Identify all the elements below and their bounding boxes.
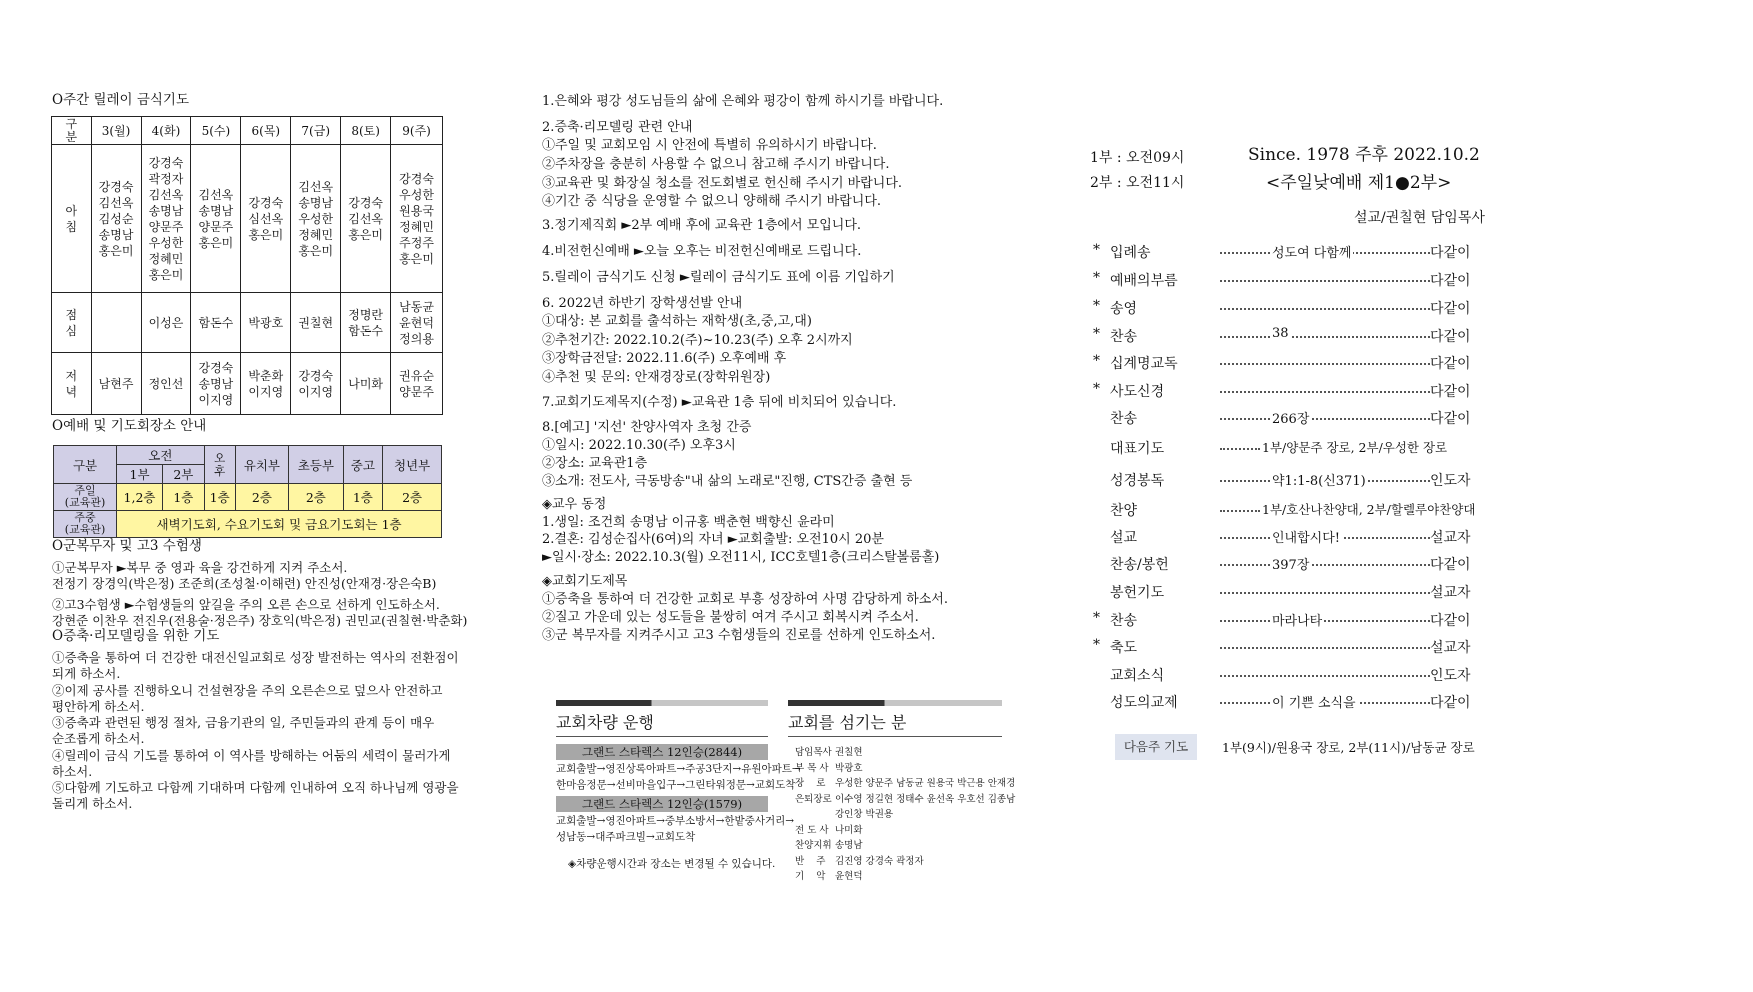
remodel-prayer-title: O증축·리모델링을 위한 기도: [52, 628, 220, 644]
venue-row-weekday: [54, 511, 442, 538]
order-item-name: 축도: [1110, 640, 1138, 656]
server-role: 찬양지휘: [795, 840, 832, 851]
announcement-line: ①증축을 통하여 더 건강한 교회로 부흥 성장하여 사명 감당하게 하소서.: [542, 592, 948, 607]
announcement-line: ③소개: 전도사, 극동방송"내 삶의 노래로"진행, CTS간증 출현 등: [542, 474, 913, 489]
relay-day-header: 6(목): [241, 117, 291, 145]
venue-cell: 1층: [343, 484, 383, 511]
venue-cell: 1,2층: [117, 484, 163, 511]
server-row: [795, 823, 1002, 839]
order-item-detail: 1부/호산나찬양대, 2부/할렐루야찬양대: [1262, 502, 1476, 517]
order-item-name: 대표기도: [1110, 441, 1165, 457]
venue-header-elementary: 초등부: [289, 446, 344, 484]
section-bar: [556, 700, 768, 706]
leader-dots: [1220, 564, 1430, 566]
leader-dots: [1220, 391, 1430, 393]
order-item-leader: 인도자: [1430, 473, 1471, 489]
vehicle-title: 교회차량 운행: [556, 713, 654, 732]
order-row: [1110, 692, 1490, 712]
order-item-name: 찬송: [1110, 329, 1138, 345]
server-row: [795, 854, 1002, 870]
military-line: ②고3수험생 ►수험생들의 앞길을 주의 오른 손으로 선하게 인도하소서.: [52, 597, 440, 612]
standing-star: *: [1093, 270, 1100, 286]
announcement-line: 4.비전헌신예배 ►오늘 오후는 비전헌신예배로 드립니다.: [542, 244, 862, 259]
server-names: 김진영 강경숙 곽정자: [835, 855, 924, 867]
standing-star: *: [1093, 637, 1100, 653]
order-item-leader: 다같이: [1430, 356, 1471, 372]
order-row: [1110, 582, 1490, 602]
relay-cell: 나미화: [341, 353, 391, 415]
venue-table: [53, 445, 442, 538]
server-names: 이수영 정길현 정태수 윤선옥 우호선 김종남: [835, 793, 1016, 805]
remodel-line: 돌리게 하소서.: [52, 796, 133, 811]
server-names: 송명남: [835, 840, 863, 851]
relay-day-header: 3(월): [91, 117, 141, 145]
service-time-second: 2부 : 오전11시: [1090, 175, 1185, 191]
leader-dots: [1220, 280, 1430, 282]
relay-row-label: 저 녁: [52, 353, 92, 415]
announcement-line: ►일시·장소: 2022.10.3(월) 오전11시, ICC호텔1층(크리스탈볼룸홀): [542, 550, 940, 565]
announcement-line: 7.교회기도제목지(수정) ►교육관 1층 뒤에 비치되어 있습니다.: [542, 395, 897, 410]
order-item-leader: 다같이: [1430, 329, 1471, 345]
vehicle-name: 그랜드 스타렉스 12인승(2844): [556, 744, 768, 760]
server-row: [795, 776, 1016, 792]
announcement-line: ③교육관 및 화장실 청소를 전도회별로 헌신해 주시기 바랍니다.: [542, 176, 903, 191]
military-line: ①군복무자 ►복무 중 영과 육을 강건하게 지켜 주소서.: [52, 560, 348, 575]
venue-header-youth: 중고: [343, 446, 383, 484]
relay-cell: 강경숙 송명남 이지영: [191, 353, 241, 415]
relay-row-lunch: [52, 293, 443, 353]
military-line: 전정기 장경익(박은정) 조준희(조성철·이해련) 안진성(안재경·장은숙B): [52, 576, 437, 591]
order-item-detail: 이 기쁜 소식을: [1270, 692, 1358, 711]
order-item-name: 찬송: [1110, 411, 1138, 427]
church-servers-box: [788, 700, 1016, 885]
order-item-name: 성경봉독: [1110, 473, 1165, 489]
service-time-first: 1부 : 오전09시: [1090, 150, 1185, 166]
military-title: O군복무자 및 고3 수험생: [52, 538, 202, 554]
order-item-name: 성도의교제: [1110, 695, 1178, 711]
server-names: 강인창 박권용: [835, 809, 894, 820]
order-row: [1093, 610, 1490, 630]
order-row: [1093, 270, 1490, 290]
relay-cell: 이성은: [141, 293, 191, 353]
relay-day-header: 9(주): [391, 117, 443, 145]
remodel-line: ③증축과 관련된 행정 절차, 금융기관의 일, 주민들과의 관계 등이 매우: [52, 715, 435, 730]
order-row: [1110, 470, 1490, 490]
venue-header-gubun: 구분: [54, 446, 117, 484]
order-item-leader: 다같이: [1430, 384, 1471, 400]
venue-cell: 2층: [289, 484, 344, 511]
announcement-line: ①주일 및 교회모임 시 안전에 특별히 유의하시기 바랍니다.: [542, 138, 877, 153]
announcement-line: ③장학금전달: 2022.11.6(주) 오후예배 후: [542, 351, 787, 366]
order-row: [1093, 326, 1490, 346]
order-row: [1093, 242, 1490, 262]
order-item-detail: 성도여 다함께: [1270, 242, 1353, 261]
announcement-line: ②질고 가운데 있는 성도들을 불쌍히 여겨 주시고 회복시켜 주소서.: [542, 610, 919, 625]
vehicle-route: 교회출발→영진아파트→중부소방서→한밭중사거리→: [556, 815, 795, 827]
order-item-detail: 1부/양문주 장로, 2부/우성한 장로: [1262, 440, 1448, 455]
announcement-line: 2.결혼: 김성순집사(6여)의 자녀 ►교회출발: 오전10시 20분: [542, 532, 884, 547]
order-row: [1110, 500, 1490, 520]
venue-row-sunday: [54, 484, 442, 511]
relay-cell: 강경숙 우성한 원용국 정혜민 주정주 홍은미: [391, 145, 443, 293]
remodel-line: 순조롭게 하소서.: [52, 731, 145, 746]
venue-cell: 2층: [383, 484, 442, 511]
order-item-leader: 다같이: [1430, 557, 1471, 573]
vehicle-route: 교회출발→영진상록아파트→주공3단지→유원아파트→: [556, 763, 801, 775]
relay-cell: [91, 293, 141, 353]
relay-cell: 강경숙 이지영: [291, 353, 341, 415]
leader-dots: [1220, 675, 1430, 677]
standing-star: *: [1093, 326, 1100, 342]
vehicle-route: 성남동→대주파크빌→교회도착: [556, 831, 696, 843]
leader-dots: [1220, 418, 1430, 420]
venue-row-label: 주중 (교육관): [54, 511, 117, 538]
order-item-name: 찬송/봉헌: [1110, 557, 1169, 573]
order-item-leader: 다같이: [1430, 411, 1471, 427]
remodel-line: 하소서.: [52, 764, 93, 779]
leader-dots: [1220, 592, 1430, 594]
relay-cell: 강경숙 김선옥 김성순 송명남 홍은미: [91, 145, 141, 293]
relay-row-morning: [52, 145, 443, 293]
relay-corner-header: 구 분: [52, 117, 92, 145]
relay-cell: 박춘화 이지영: [241, 353, 291, 415]
order-row: [1110, 527, 1490, 547]
relay-cell: 정인선: [141, 353, 191, 415]
announcement-line: 5.릴레이 금식기도 신청 ►릴레이 금식기도 표에 이름 기입하기: [542, 270, 895, 285]
relay-cell: 박광호: [241, 293, 291, 353]
remodel-line: ⑤다함께 기도하고 다함께 기대하며 다함께 인내하여 오직 하나님께 영광을: [52, 780, 459, 795]
preacher: 설교/권칠현 담임목사: [1354, 210, 1485, 226]
relay-cell: 강경숙 김선옥 홍은미: [341, 145, 391, 293]
relay-day-header: 4(화): [141, 117, 191, 145]
venue-cell: 1층: [204, 484, 235, 511]
relay-cell: 남현주: [91, 353, 141, 415]
order-item-name: 교회소식: [1110, 668, 1165, 684]
section-bar: [788, 700, 1002, 706]
venue-title: O예배 및 기도회장소 안내: [52, 418, 207, 434]
order-item-name: 봉헌기도: [1110, 585, 1165, 601]
order-item-leader: 다같이: [1430, 273, 1471, 289]
order-row: [1093, 637, 1490, 657]
military-line: 강현준 이찬우 전진우(전용술·정은주) 장호익(박은정) 권민교(권칠현·박춘화): [52, 613, 468, 628]
leader-dots: [1220, 363, 1430, 365]
announcement-line: 3.정기제직회 ►2부 예배 후에 교육관 1층에서 모입니다.: [542, 218, 862, 233]
order-item-detail: 약1:1-8(신371): [1270, 470, 1368, 489]
announcement-line: ③군 복무자를 지켜주시고 고3 수험생들의 진로를 선하게 인도하소서.: [542, 628, 936, 643]
venue-weekday-note: 새벽기도회, 수요기도회 및 금요기도회는 1층: [117, 511, 442, 538]
order-row: [1110, 665, 1490, 685]
announcement-line: 1.은혜와 평강 성도님들의 삶에 은혜와 평강이 함께 하시기를 바랍니다.: [542, 94, 944, 109]
server-names: 박광호: [835, 762, 863, 774]
venue-row-label: 주일 (교육관): [54, 484, 117, 511]
order-item-name: 찬양: [1110, 503, 1138, 519]
announcement-line: 2.증축·리모델링 관련 안내: [542, 120, 693, 135]
server-role: 장 로: [795, 778, 826, 789]
order-item-detail: 마라나타: [1270, 610, 1324, 629]
order-row: [1093, 353, 1490, 373]
order-item-detail: 266장: [1270, 408, 1311, 427]
relay-cell: 정명란 함돈수: [341, 293, 391, 353]
order-item-detail: 38: [1272, 326, 1289, 341]
venue-header-second: 2부: [163, 465, 205, 484]
order-item-name: 설교: [1110, 530, 1138, 546]
server-role: 담임목사: [795, 747, 832, 758]
leader-dots: [1220, 620, 1430, 622]
server-row: [795, 807, 1002, 823]
announcement-line: ◈교회기도제목: [542, 574, 628, 589]
leader-dots: [1220, 336, 1430, 338]
relay-cell: 김선옥 송명남 양문주 홍은미: [191, 145, 241, 293]
leader-dots: [1220, 448, 1260, 450]
relay-row-label: 점 심: [52, 293, 92, 353]
server-names: 나미화: [835, 824, 863, 836]
relay-cell: 김선옥 송명남 우성한 정혜민 홍은미: [291, 145, 341, 293]
server-row: [795, 745, 1002, 761]
relay-cell: 강경숙 곽정자 김선옥 송명남 양문주 우성한 정혜민 홍은미: [141, 145, 191, 293]
next-week-prayer-text: 1부(9시)/원용국 장로, 2부(11시)/남동균 장로: [1222, 740, 1475, 755]
relay-prayer-table: [51, 116, 443, 415]
relay-prayer-title: O주간 릴레이 금식기도: [52, 92, 190, 108]
order-item-name: 십계명교독: [1110, 356, 1178, 372]
server-role: 기 악: [795, 871, 826, 882]
leader-dots: [1220, 647, 1430, 649]
order-row: [1110, 408, 1490, 428]
order-item-name: 사도신경: [1110, 384, 1165, 400]
server-row: [795, 838, 1002, 854]
remodel-line: 평안하게 하소서.: [52, 699, 145, 714]
relay-day-header: 8(토): [341, 117, 391, 145]
order-item-leader: 다같이: [1430, 245, 1471, 261]
standing-star: *: [1093, 298, 1100, 314]
announcement-line: ④추천 및 문의: 안재경장로(장학위원장): [542, 370, 771, 385]
order-item-name: 입례송: [1110, 245, 1151, 261]
server-names: 우성한 양문주 남동균 원용국 박근용 안재경: [835, 778, 1016, 789]
church-vehicle-box: [556, 700, 801, 872]
relay-day-header: 5(수): [191, 117, 241, 145]
vehicle-route: 한마음정문→선비마을입구→그린타워정문→교회도착: [556, 779, 796, 791]
announcement-line: 8.[예고] '지선' 찬양사역자 초청 간증: [542, 420, 752, 435]
server-row: [795, 869, 1002, 885]
order-item-leader: 다같이: [1430, 613, 1471, 629]
vehicle-note: ◈차량운행시간과 장소는 변경될 수 있습니다.: [568, 858, 776, 870]
server-role: 반 주: [795, 855, 826, 867]
announcement-line: ①대상: 본 교회를 출석하는 재학생(초,중,고,대): [542, 314, 812, 329]
announcement-line: 6. 2022년 하반기 장학생선발 안내: [542, 296, 743, 311]
order-item-leader: 다같이: [1430, 695, 1471, 711]
leader-dots: [1220, 510, 1260, 512]
order-item-detail: 397장: [1270, 554, 1311, 573]
since-line: Since. 1978 주후 2022.10.2: [1248, 145, 1480, 165]
announcement-line: ◈교우 동정: [542, 497, 607, 512]
remodel-line: ②이제 공사를 진행하오니 건설현장을 주의 오른손으로 덮으사 안전하고: [52, 683, 443, 698]
venue-header-young-adult: 청년부: [383, 446, 442, 484]
server-names: 권칠현: [835, 747, 863, 758]
order-row: [1110, 438, 1490, 458]
relay-row-dinner: [52, 353, 443, 415]
relay-day-header: 7(금): [291, 117, 341, 145]
venue-header-afternoon: 오 후: [204, 446, 235, 484]
relay-cell: 권칠현: [291, 293, 341, 353]
remodel-line: 되게 하소서.: [52, 666, 121, 681]
order-row: [1110, 554, 1490, 574]
standing-star: *: [1093, 381, 1100, 397]
announcement-line: ②주차장을 충분히 사용할 수 없으니 참고해 주시기 바랍니다.: [542, 157, 890, 172]
service-title: <주일낮예배 제1●2부>: [1266, 173, 1452, 193]
announcement-line: ②추천기간: 2022.10.2(주)~10.23(주) 오후 2시까지: [542, 333, 853, 348]
venue-header-first: 1부: [117, 465, 163, 484]
server-role: 은퇴장로: [795, 793, 832, 805]
server-role: 부 목 사: [795, 762, 829, 774]
announcement-line: 1.생일: 조건희 송명남 이규홍 백춘현 백향신 윤라미: [542, 515, 835, 530]
server-row: [795, 761, 1002, 777]
order-item-leader: 설교자: [1430, 530, 1471, 546]
relay-cell: 권유순 양문주: [391, 353, 443, 415]
standing-star: *: [1093, 242, 1100, 258]
server-role: 전 도 사: [795, 824, 829, 836]
order-item-leader: 다같이: [1430, 301, 1471, 317]
standing-star: *: [1093, 353, 1100, 369]
servers-list: [788, 745, 1016, 885]
order-item-name: 예배의부름: [1110, 273, 1178, 289]
next-week-prayer-label: 다음주 기도: [1115, 734, 1197, 760]
announcement-line: ②장소: 교육관1층: [542, 456, 648, 471]
announcement-line: ④기간 중 식당을 운영할 수 없으니 양해해 주시기 바랍니다.: [542, 194, 882, 209]
venue-cell: 1층: [163, 484, 205, 511]
announcement-line: ①일시: 2022.10.30(주) 오후3시: [542, 438, 736, 453]
venue-header-morning: 오전: [117, 446, 205, 465]
relay-row-label: 아 침: [52, 145, 92, 293]
standing-star: *: [1093, 610, 1100, 626]
remodel-line: ①증축을 통하여 더 건강한 대전신일교회로 성장 발전하는 역사의 전환점이: [52, 650, 459, 665]
vehicle-name: 그랜드 스타렉스 12인승(1579): [556, 796, 768, 812]
relay-cell: 강경숙 심선옥 홍은미: [241, 145, 291, 293]
leader-dots: [1220, 308, 1430, 310]
order-row: [1093, 381, 1490, 401]
relay-cell: 남동균 윤현덕 정의용: [391, 293, 443, 353]
order-item-name: 찬송: [1110, 613, 1138, 629]
order-item-leader: 설교자: [1430, 640, 1471, 656]
venue-cell: 2층: [235, 484, 288, 511]
server-names: 윤현덕: [835, 871, 863, 882]
remodel-line: ④릴레이 금식 기도를 통하여 이 역사를 방해하는 어둠의 세력이 물러가게: [52, 748, 451, 763]
venue-header-kinder: 유치부: [235, 446, 288, 484]
order-item-detail: 인내합시다!: [1270, 527, 1342, 546]
relay-cell: 함돈수: [191, 293, 241, 353]
order-item-leader: 설교자: [1430, 585, 1471, 601]
order-item-name: 송영: [1110, 301, 1138, 317]
servers-title: 교회를 섬기는 분: [788, 713, 907, 732]
order-item-leader: 인도자: [1430, 668, 1471, 684]
order-row: [1093, 298, 1490, 318]
server-row: [795, 792, 1016, 808]
